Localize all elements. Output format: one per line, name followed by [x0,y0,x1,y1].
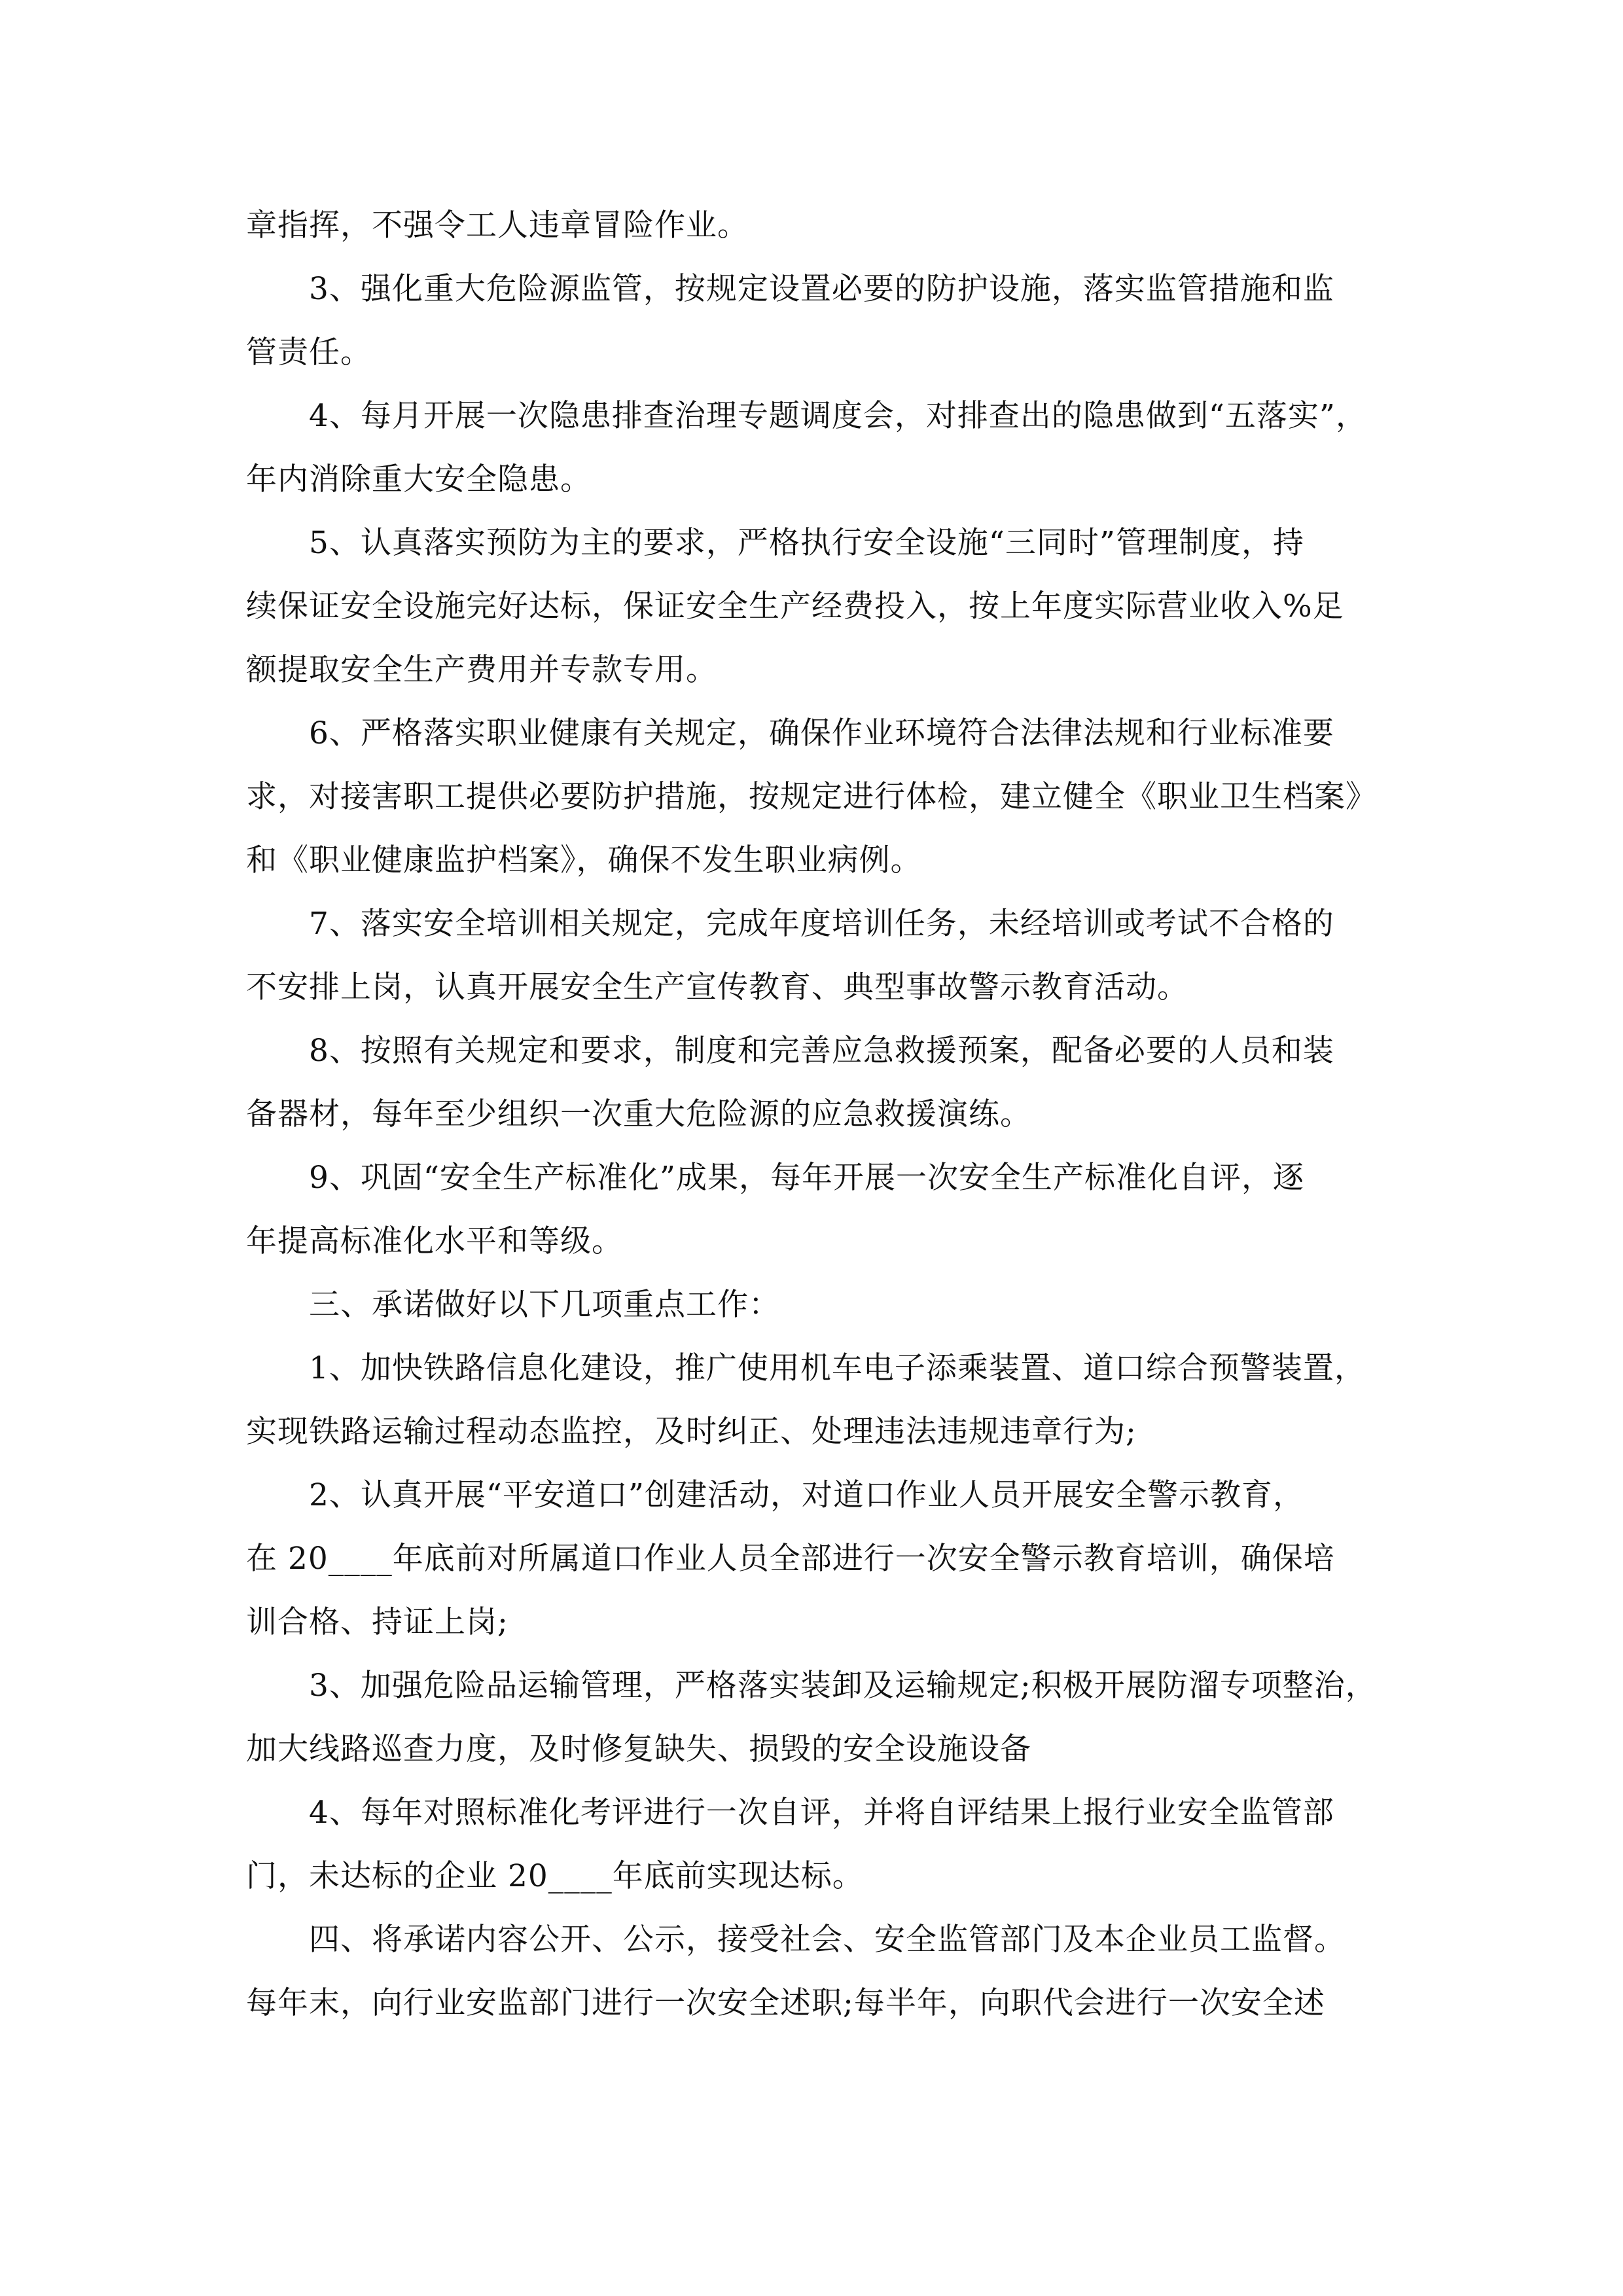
text-line: 6、严格落实职业健康有关规定，确保作业环境符合法律法规和行业标准要 [309,715,1334,751]
text-line: 每年末，向行业安监部门进行一次安全述职;每半年，向职代会进行一次安全述 [246,1985,1325,2021]
text-line: 管责任。 [246,334,372,370]
text-line: 8、按照有关规定和要求，制度和完善应急救援预案，配备必要的人员和装 [309,1033,1334,1069]
text-line: 4、每月开展一次隐患排查治理专题调度会，对排查出的隐患做到“五落实”， [309,398,1367,434]
text-line: 3、强化重大危险源监管，按规定设置必要的防护设施，落实监管措施和监 [309,271,1334,307]
text-line: 门，未达标的企业 20____年底前实现达标。 [246,1858,864,1894]
text-line: 2、认真开展“平安道口”创建活动，对道口作业人员开展安全警示教育， [309,1477,1304,1513]
text-line: 5、认真落实预防为主的要求，严格执行安全设施“三同时”管理制度，持 [309,525,1304,561]
text-line: 加大线路巡查力度，及时修复缺失、损毁的安全设施设备 [246,1731,1031,1767]
text-line: 7、落实安全培训相关规定，完成年度培训任务，未经培训或考试不合格的 [309,906,1334,942]
text-line: 和《职业健康监护档案》，确保不发生职业病例。 [246,842,922,878]
section-heading: 三、承诺做好以下几项重点工作： [309,1287,780,1323]
text-line: 章指挥，不强令工人违章冒险作业。 [246,207,749,243]
text-line: 1、加快铁路信息化建设，推广使用机车电子添乘装置、道口综合预警装置， [309,1350,1366,1386]
text-line: 实现铁路运输过程动态监控，及时纠正、处理违法违规违章行为; [246,1414,1137,1450]
text-line: 续保证安全设施完好达标，保证安全生产经费投入，按上年度实际营业收入%足 [246,588,1344,624]
section-heading: 四、将承诺内容公开、公示，接受社会、安全监管部门及本企业员工监督。 [309,1922,1346,1958]
document-body [246,194,1385,2035]
text-line: 不安排上岗，认真开展安全生产宣传教育、典型事故警示教育活动。 [246,969,1188,1005]
text-line: 年内消除重大安全隐患。 [246,461,592,497]
text-line: 3、加强危险品运输管理，严格落实装卸及运输规定;积极开展防溜专项整治， [309,1668,1377,1704]
text-line: 年提高标准化水平和等级。 [246,1223,623,1259]
text-line: 求，对接害职工提供必要防护措施，按规定进行体检，建立健全《职业卫生档案》 [246,779,1377,815]
text-line: 9、巩固“安全生产标准化”成果，每年开展一次安全生产标准化自评，逐 [309,1160,1304,1196]
text-line: 备器材，每年至少组织一次重大危险源的应急救援演练。 [246,1096,1031,1132]
text-line: 额提取安全生产费用并专款专用。 [246,652,717,688]
text-line: 4、每年对照标准化考评进行一次自评，并将自评结果上报行业安全监管部 [309,1795,1334,1831]
text-line: 在 20____年底前对所属道口作业人员全部进行一次安全警示教育培训，确保培 [246,1541,1335,1577]
text-line: 训合格、持证上岗; [246,1604,508,1640]
